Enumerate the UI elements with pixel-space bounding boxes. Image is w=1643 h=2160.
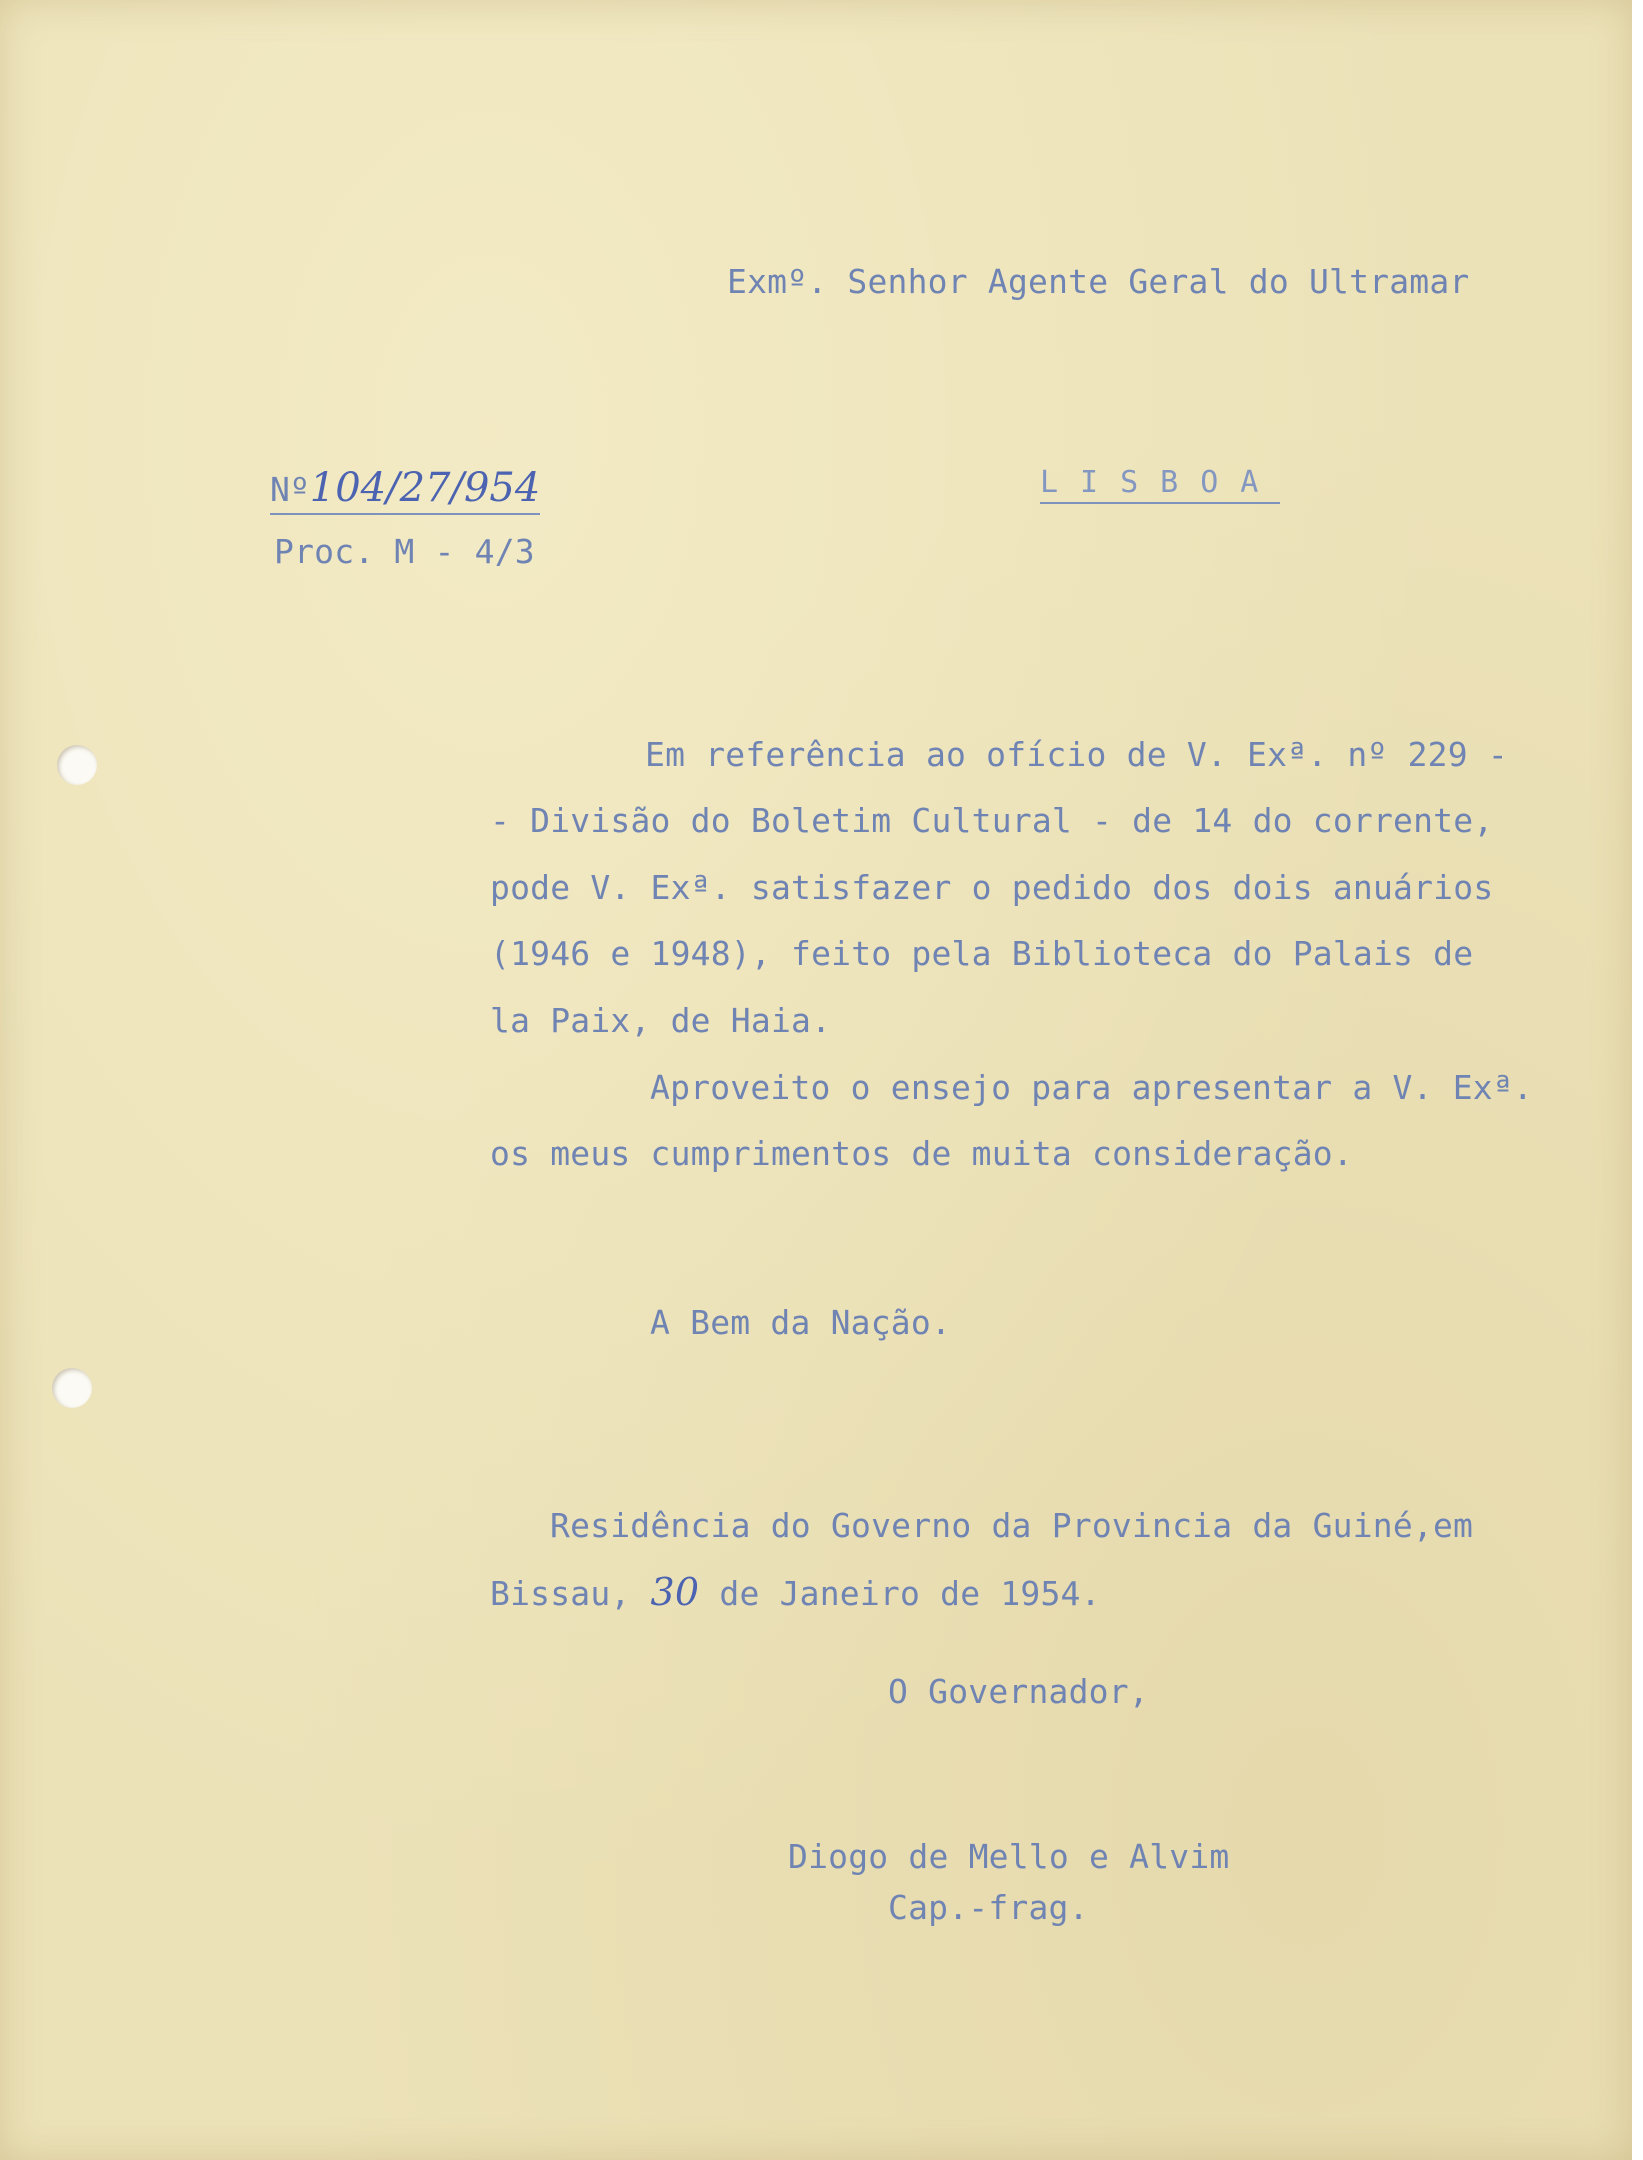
signatory-name: Diogo de Mello e Alvim bbox=[788, 1837, 1230, 1876]
reference-number-handwritten: 104/27/954 bbox=[309, 465, 541, 511]
signatory-title: O Governador, bbox=[888, 1672, 1149, 1711]
body-line: pode V. Exª. satisfazer o pedido dos dois anuários bbox=[490, 868, 1494, 907]
addressee: Exmº. Senhor Agente Geral do Ultramar bbox=[727, 262, 1470, 301]
salutation: A Bem da Nação. bbox=[650, 1303, 952, 1342]
handwritten-day: 30 bbox=[650, 1570, 700, 1614]
body-line: - Divisão do Boletim Cultural - de 14 do corrente, bbox=[490, 801, 1494, 840]
body-line: os meus cumprimentos de muita consideração. bbox=[490, 1134, 1353, 1173]
scan-margin bbox=[1632, 0, 1643, 2160]
process-number: Proc. M - 4/3 bbox=[274, 532, 535, 571]
city-heading: LISBOA bbox=[1040, 465, 1280, 504]
reference-prefix: Nº bbox=[270, 470, 310, 509]
body-line: Em referência ao ofício de V. Exª. nº 229 - bbox=[645, 735, 1508, 774]
month-year: de Janeiro de 1954. bbox=[699, 1574, 1101, 1613]
signatory-rank: Cap.-frag. bbox=[888, 1888, 1089, 1927]
place-date-line-1: Residência do Governo da Provincia da Guiné,em bbox=[550, 1506, 1474, 1545]
body-line: la Paix, de Haia. bbox=[490, 1001, 832, 1040]
body-line: (1946 e 1948), feito pela Biblioteca do Palais de bbox=[490, 934, 1474, 973]
body-line: Aproveito o ensejo para apresentar a V. Exª. bbox=[650, 1068, 1533, 1107]
reference-number bbox=[270, 465, 540, 515]
punch-hole-bottom bbox=[52, 1368, 92, 1408]
punch-hole-top bbox=[57, 745, 97, 785]
place-name: Bissau, bbox=[490, 1574, 651, 1613]
place-date-line-2 bbox=[490, 1572, 1101, 1614]
